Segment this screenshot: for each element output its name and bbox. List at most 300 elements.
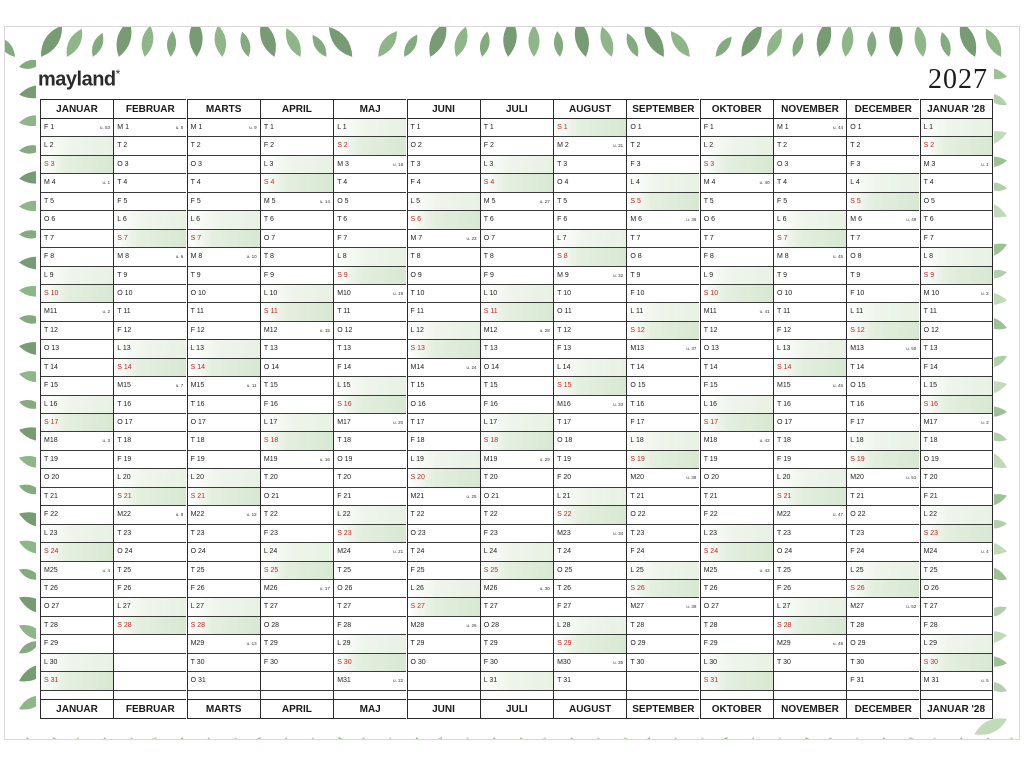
month-header: SEPTEMBER bbox=[627, 99, 699, 119]
day-label: M22 bbox=[777, 511, 791, 519]
day-cell bbox=[261, 451, 333, 469]
day-label: T 10 bbox=[557, 289, 571, 297]
month-header: JANUAR '28 bbox=[921, 99, 992, 119]
day-cell bbox=[554, 654, 626, 672]
day-cell bbox=[701, 359, 773, 377]
day-cell bbox=[921, 562, 992, 580]
day-cell bbox=[627, 562, 699, 580]
day-label: F 27 bbox=[557, 603, 572, 611]
day-label: T 28 bbox=[630, 621, 645, 629]
day-label: T 29 bbox=[263, 640, 278, 648]
month-column bbox=[407, 99, 480, 719]
day-label: F 5 bbox=[117, 197, 128, 205]
day-cell bbox=[188, 193, 260, 211]
day-label: F 12 bbox=[190, 326, 205, 334]
day-cell bbox=[408, 377, 480, 395]
day-label: T 28 bbox=[44, 621, 58, 629]
leaf-shape bbox=[672, 737, 680, 739]
week-number: u. 43 bbox=[759, 567, 770, 573]
day-cell bbox=[481, 211, 553, 229]
day-cell bbox=[41, 469, 113, 487]
day-label: T 6 bbox=[337, 216, 348, 224]
day-label: T 1 bbox=[410, 124, 421, 131]
day-cell bbox=[334, 432, 406, 450]
day-label: T 9 bbox=[630, 271, 641, 279]
day-label: L 24 bbox=[483, 548, 498, 556]
day-label: L 21 bbox=[557, 492, 571, 500]
day-cell bbox=[847, 377, 919, 395]
day-label: O 1 bbox=[630, 124, 642, 131]
day-cell bbox=[627, 580, 699, 598]
day-cell bbox=[408, 248, 480, 266]
day-label: S 17 bbox=[44, 419, 59, 426]
day-label: L 20 bbox=[777, 474, 791, 482]
day-cell bbox=[847, 359, 919, 377]
day-label: T 30 bbox=[850, 658, 865, 666]
day-label: M 6 bbox=[630, 216, 643, 224]
day-cell bbox=[261, 635, 333, 653]
month-column bbox=[700, 99, 773, 719]
day-label: O 25 bbox=[557, 566, 573, 574]
day-label: S 29 bbox=[557, 640, 572, 648]
day-label: F 5 bbox=[777, 197, 788, 205]
day-cell bbox=[774, 119, 846, 137]
day-cell bbox=[627, 267, 699, 285]
day-label: M 8 bbox=[117, 253, 129, 261]
day-label: T 18 bbox=[923, 437, 938, 445]
day-label: T 8 bbox=[483, 253, 494, 261]
day-label: M18 bbox=[44, 437, 58, 445]
day-cell bbox=[921, 617, 992, 635]
leaf-shape bbox=[412, 735, 430, 739]
week-number: u. 34 bbox=[613, 530, 624, 536]
day-cell bbox=[701, 414, 773, 432]
day-label: S 25 bbox=[483, 566, 499, 574]
leaf-shape bbox=[205, 737, 215, 739]
day-label: T 27 bbox=[923, 603, 938, 611]
day-cell bbox=[41, 451, 113, 469]
day-cell bbox=[261, 580, 333, 598]
day-label: M 3 bbox=[923, 160, 936, 168]
day-label: F 3 bbox=[850, 160, 861, 168]
day-label: M16 bbox=[557, 400, 571, 408]
day-cell bbox=[921, 119, 992, 137]
day-cell bbox=[114, 451, 186, 469]
day-label: T 14 bbox=[703, 363, 718, 371]
day-cell bbox=[701, 488, 773, 506]
day-cell bbox=[261, 469, 333, 487]
day-label: T 18 bbox=[777, 437, 791, 445]
day-label: S 14 bbox=[777, 363, 792, 371]
leaf-shape bbox=[712, 34, 735, 60]
day-cell bbox=[114, 377, 186, 395]
day-cell bbox=[334, 285, 406, 303]
month-column bbox=[920, 99, 993, 719]
month-header: JUNI bbox=[408, 99, 480, 119]
day-cell bbox=[627, 396, 699, 414]
day-label: S 1 bbox=[557, 124, 568, 131]
day-label: F 12 bbox=[777, 326, 792, 334]
day-cell bbox=[481, 562, 553, 580]
calendar-year: 2027 bbox=[928, 64, 988, 95]
day-label: O 5 bbox=[337, 197, 349, 205]
month-header: NOVEMBER bbox=[774, 99, 846, 119]
week-number: u. 18 bbox=[393, 161, 404, 167]
day-label: T 26 bbox=[44, 584, 58, 592]
day-label: O 15 bbox=[850, 382, 866, 390]
day-cell bbox=[481, 672, 553, 690]
day-cell bbox=[408, 156, 480, 174]
day-cell bbox=[921, 322, 992, 340]
day-cell bbox=[41, 562, 113, 580]
month-footer: OKTOBER bbox=[701, 699, 773, 719]
day-label: F 21 bbox=[337, 492, 352, 500]
day-label: F 19 bbox=[777, 455, 792, 463]
month-footer: SEPTEMBER bbox=[627, 699, 699, 719]
day-cell bbox=[847, 488, 919, 506]
day-cell bbox=[334, 414, 406, 432]
day-cell bbox=[334, 119, 406, 137]
day-label: T 21 bbox=[630, 492, 645, 500]
day-label: T 21 bbox=[44, 492, 58, 500]
day-cell bbox=[408, 580, 480, 598]
day-label: S 14 bbox=[190, 363, 205, 371]
day-cell bbox=[41, 322, 113, 340]
day-cell bbox=[774, 580, 846, 598]
day-label: O 22 bbox=[630, 511, 646, 519]
day-label: M 1 bbox=[777, 124, 789, 131]
day-cell bbox=[41, 359, 113, 377]
day-label: T 29 bbox=[410, 640, 425, 648]
day-label: O 7 bbox=[263, 234, 276, 242]
day-label: L 27 bbox=[777, 603, 791, 611]
day-cell bbox=[627, 635, 699, 653]
day-label: T 1 bbox=[263, 124, 274, 131]
month-header: JANUAR bbox=[41, 99, 113, 119]
day-label: T 14 bbox=[44, 363, 58, 371]
day-label: S 4 bbox=[263, 179, 275, 187]
day-label: M 10 bbox=[923, 289, 940, 297]
day-label: L 4 bbox=[850, 179, 860, 187]
day-label: S 19 bbox=[630, 455, 645, 463]
week-number: u. 48 bbox=[832, 641, 843, 647]
day-label: M15 bbox=[190, 382, 205, 390]
month-footer: JANUAR '28 bbox=[921, 699, 992, 719]
day-cell bbox=[701, 156, 773, 174]
day-label: L 22 bbox=[337, 511, 351, 519]
day-label: T 18 bbox=[117, 437, 132, 445]
day-label: F 16 bbox=[483, 400, 498, 408]
day-cell bbox=[481, 359, 553, 377]
day-cell bbox=[334, 451, 406, 469]
day-label: O 20 bbox=[703, 474, 719, 482]
day-cell bbox=[481, 396, 553, 414]
day-cell bbox=[334, 672, 406, 690]
day-label: O 16 bbox=[410, 400, 426, 408]
day-label: M 4 bbox=[703, 179, 716, 187]
day-cell bbox=[481, 322, 553, 340]
day-label: M18 bbox=[703, 437, 718, 445]
day-label: M14 bbox=[410, 363, 425, 371]
day-cell bbox=[41, 230, 113, 248]
day-cell bbox=[41, 193, 113, 211]
week-number: u. 3 bbox=[981, 420, 989, 425]
week-number: u. 24 bbox=[466, 364, 477, 370]
day-cell bbox=[481, 635, 553, 653]
day-label: T 11 bbox=[190, 308, 204, 316]
day-cell bbox=[847, 617, 919, 635]
day-cell bbox=[554, 285, 626, 303]
day-label: O 14 bbox=[483, 363, 499, 371]
day-label: S 28 bbox=[777, 621, 792, 629]
day-label: M22 bbox=[190, 511, 205, 519]
day-label: M26 bbox=[483, 584, 498, 592]
day-label: T 25 bbox=[923, 566, 938, 574]
day-label: L 8 bbox=[337, 253, 347, 261]
day-cell bbox=[334, 174, 406, 192]
day-cell bbox=[921, 211, 992, 229]
day-cell bbox=[188, 377, 260, 395]
day-label: M20 bbox=[850, 474, 864, 482]
day-cell bbox=[847, 525, 919, 543]
day-label: F 18 bbox=[410, 437, 425, 445]
day-label: T 7 bbox=[850, 234, 861, 242]
day-label: M10 bbox=[337, 289, 351, 297]
day-cell bbox=[261, 432, 333, 450]
week-number: u. 17 bbox=[319, 585, 330, 591]
leaf-shape bbox=[789, 31, 806, 58]
day-label: L 28 bbox=[557, 621, 571, 629]
leaf-shape bbox=[62, 27, 87, 60]
week-number: u. 35 bbox=[613, 659, 624, 665]
week-number: u. 42 bbox=[759, 438, 770, 444]
day-cell bbox=[627, 248, 699, 266]
day-cell bbox=[114, 211, 186, 229]
day-cell bbox=[701, 267, 773, 285]
day-label: T 12 bbox=[703, 326, 718, 334]
day-cell bbox=[41, 580, 113, 598]
month-footer: MARTS bbox=[188, 699, 260, 719]
day-label: T 5 bbox=[557, 197, 568, 205]
day-label: F 28 bbox=[337, 621, 352, 629]
leaf-shape bbox=[243, 735, 265, 739]
day-label: S 30 bbox=[337, 658, 352, 666]
day-label: O 27 bbox=[44, 603, 60, 611]
day-label: S 12 bbox=[630, 326, 645, 334]
day-cell bbox=[261, 377, 333, 395]
day-label: T 27 bbox=[483, 603, 498, 611]
day-label: T 3 bbox=[557, 160, 568, 168]
day-cell bbox=[701, 211, 773, 229]
day-label: T 2 bbox=[117, 142, 128, 150]
week-number: u. 37 bbox=[686, 346, 697, 352]
day-label: S 23 bbox=[923, 529, 938, 537]
day-label: L 6 bbox=[190, 216, 201, 224]
day-cell bbox=[627, 654, 699, 672]
day-label: L 9 bbox=[44, 271, 54, 279]
day-cell bbox=[627, 414, 699, 432]
leaf-shape bbox=[170, 736, 187, 739]
day-label: T 19 bbox=[44, 455, 58, 463]
leaf-shape bbox=[840, 27, 856, 58]
day-cell bbox=[408, 617, 480, 635]
day-cell bbox=[847, 211, 919, 229]
month-header: OKTOBER bbox=[701, 99, 773, 119]
day-cell bbox=[41, 543, 113, 561]
day-cell bbox=[114, 119, 186, 137]
leaf-shape bbox=[238, 31, 253, 58]
leaf-shape bbox=[955, 27, 982, 59]
day-label: O 9 bbox=[410, 271, 422, 279]
leaf-shape bbox=[255, 27, 280, 59]
leaf-shape bbox=[60, 735, 84, 739]
leaf-shape bbox=[696, 735, 719, 739]
day-label: O 28 bbox=[263, 621, 280, 629]
week-number: u. 23 bbox=[466, 235, 477, 241]
day-label: F 2 bbox=[483, 142, 494, 150]
day-label: F 17 bbox=[850, 419, 865, 426]
day-cell bbox=[481, 119, 553, 137]
day-cell bbox=[774, 285, 846, 303]
leaf-shape bbox=[139, 27, 156, 58]
day-label: F 14 bbox=[337, 363, 352, 371]
day-label: T 22 bbox=[483, 511, 498, 519]
day-label: S 16 bbox=[337, 400, 352, 408]
day-label: S 11 bbox=[263, 308, 278, 316]
empty-day-cell bbox=[114, 654, 186, 672]
week-number: u. 10 bbox=[246, 254, 257, 260]
day-label: T 18 bbox=[190, 437, 205, 445]
leaf-shape bbox=[981, 27, 1006, 60]
leaf-shape bbox=[309, 33, 330, 60]
day-label: L 13 bbox=[777, 345, 791, 353]
day-label: T 5 bbox=[44, 197, 54, 205]
day-cell bbox=[847, 469, 919, 487]
day-label: O 14 bbox=[263, 363, 280, 371]
week-number: u. 26 bbox=[466, 622, 477, 628]
day-label: O 5 bbox=[923, 197, 935, 205]
day-label: T 27 bbox=[337, 603, 352, 611]
day-label: L 17 bbox=[263, 419, 278, 426]
day-cell bbox=[481, 285, 553, 303]
day-label: L 2 bbox=[703, 142, 714, 150]
day-label: T 20 bbox=[337, 474, 352, 482]
leaf-shape bbox=[352, 736, 368, 739]
day-cell bbox=[554, 580, 626, 598]
leaf-shape bbox=[374, 28, 402, 60]
day-cell bbox=[188, 174, 260, 192]
day-label: L 26 bbox=[410, 584, 424, 592]
day-cell bbox=[627, 340, 699, 358]
day-cell bbox=[774, 322, 846, 340]
day-cell bbox=[847, 396, 919, 414]
day-cell bbox=[261, 488, 333, 506]
day-label: T 16 bbox=[630, 400, 645, 408]
day-cell bbox=[701, 340, 773, 358]
day-label: L 19 bbox=[410, 455, 424, 463]
day-cell bbox=[701, 377, 773, 395]
day-cell bbox=[481, 580, 553, 598]
day-cell bbox=[334, 322, 406, 340]
day-label: O 3 bbox=[117, 160, 129, 168]
day-label: F 10 bbox=[630, 289, 645, 297]
leaf-shape bbox=[888, 27, 904, 57]
day-cell bbox=[188, 230, 260, 248]
day-label: F 26 bbox=[190, 584, 205, 592]
leaf-shape bbox=[564, 736, 577, 739]
day-cell bbox=[701, 285, 773, 303]
day-label: F 10 bbox=[850, 289, 865, 297]
day-cell bbox=[627, 303, 699, 321]
day-label: T 11 bbox=[777, 308, 791, 316]
day-label: F 17 bbox=[630, 419, 645, 426]
day-label: F 20 bbox=[557, 474, 572, 482]
leaf-shape bbox=[384, 737, 396, 739]
day-cell bbox=[261, 285, 333, 303]
week-number: u. 38 bbox=[686, 475, 697, 481]
day-label: S 14 bbox=[117, 363, 132, 371]
day-label: L 23 bbox=[44, 529, 58, 537]
day-label: O 3 bbox=[190, 160, 202, 168]
day-label: T 5 bbox=[703, 197, 714, 205]
day-label: T 4 bbox=[777, 179, 787, 187]
day-cell bbox=[188, 506, 260, 524]
day-cell bbox=[774, 451, 846, 469]
day-label: M20 bbox=[630, 474, 645, 482]
day-cell bbox=[701, 303, 773, 321]
day-label: L 2 bbox=[44, 142, 54, 150]
day-cell bbox=[554, 340, 626, 358]
day-label: L 24 bbox=[263, 548, 278, 556]
week-number: u. 11 bbox=[246, 383, 257, 389]
day-cell bbox=[408, 543, 480, 561]
day-cell bbox=[774, 654, 846, 672]
day-cell bbox=[408, 654, 480, 672]
day-cell bbox=[627, 322, 699, 340]
day-label: T 3 bbox=[410, 160, 421, 168]
day-cell bbox=[334, 488, 406, 506]
week-number: u. 20 bbox=[393, 420, 404, 425]
day-cell bbox=[261, 414, 333, 432]
day-cell bbox=[701, 635, 773, 653]
day-label: S 11 bbox=[483, 308, 498, 316]
day-label: L 22 bbox=[923, 511, 937, 519]
day-label: L 30 bbox=[44, 658, 58, 666]
day-cell bbox=[334, 598, 406, 616]
day-cell bbox=[188, 543, 260, 561]
leaf-shape bbox=[99, 737, 110, 739]
day-cell bbox=[114, 414, 186, 432]
day-label: M25 bbox=[44, 566, 58, 574]
day-cell bbox=[334, 211, 406, 229]
day-label: T 15 bbox=[483, 382, 498, 390]
leaf-shape bbox=[166, 31, 177, 57]
day-cell bbox=[627, 174, 699, 192]
day-cell bbox=[554, 617, 626, 635]
day-label: L 30 bbox=[703, 658, 718, 666]
day-cell bbox=[188, 414, 260, 432]
day-cell bbox=[701, 580, 773, 598]
day-label: T 4 bbox=[337, 179, 348, 187]
day-cell bbox=[774, 174, 846, 192]
leaf-shape bbox=[708, 734, 731, 739]
day-label: F 7 bbox=[923, 234, 934, 242]
day-label: T 29 bbox=[483, 640, 498, 648]
day-label: S 7 bbox=[777, 234, 788, 242]
day-cell bbox=[114, 156, 186, 174]
day-label: O 24 bbox=[190, 548, 206, 556]
day-label: F 6 bbox=[557, 216, 568, 224]
